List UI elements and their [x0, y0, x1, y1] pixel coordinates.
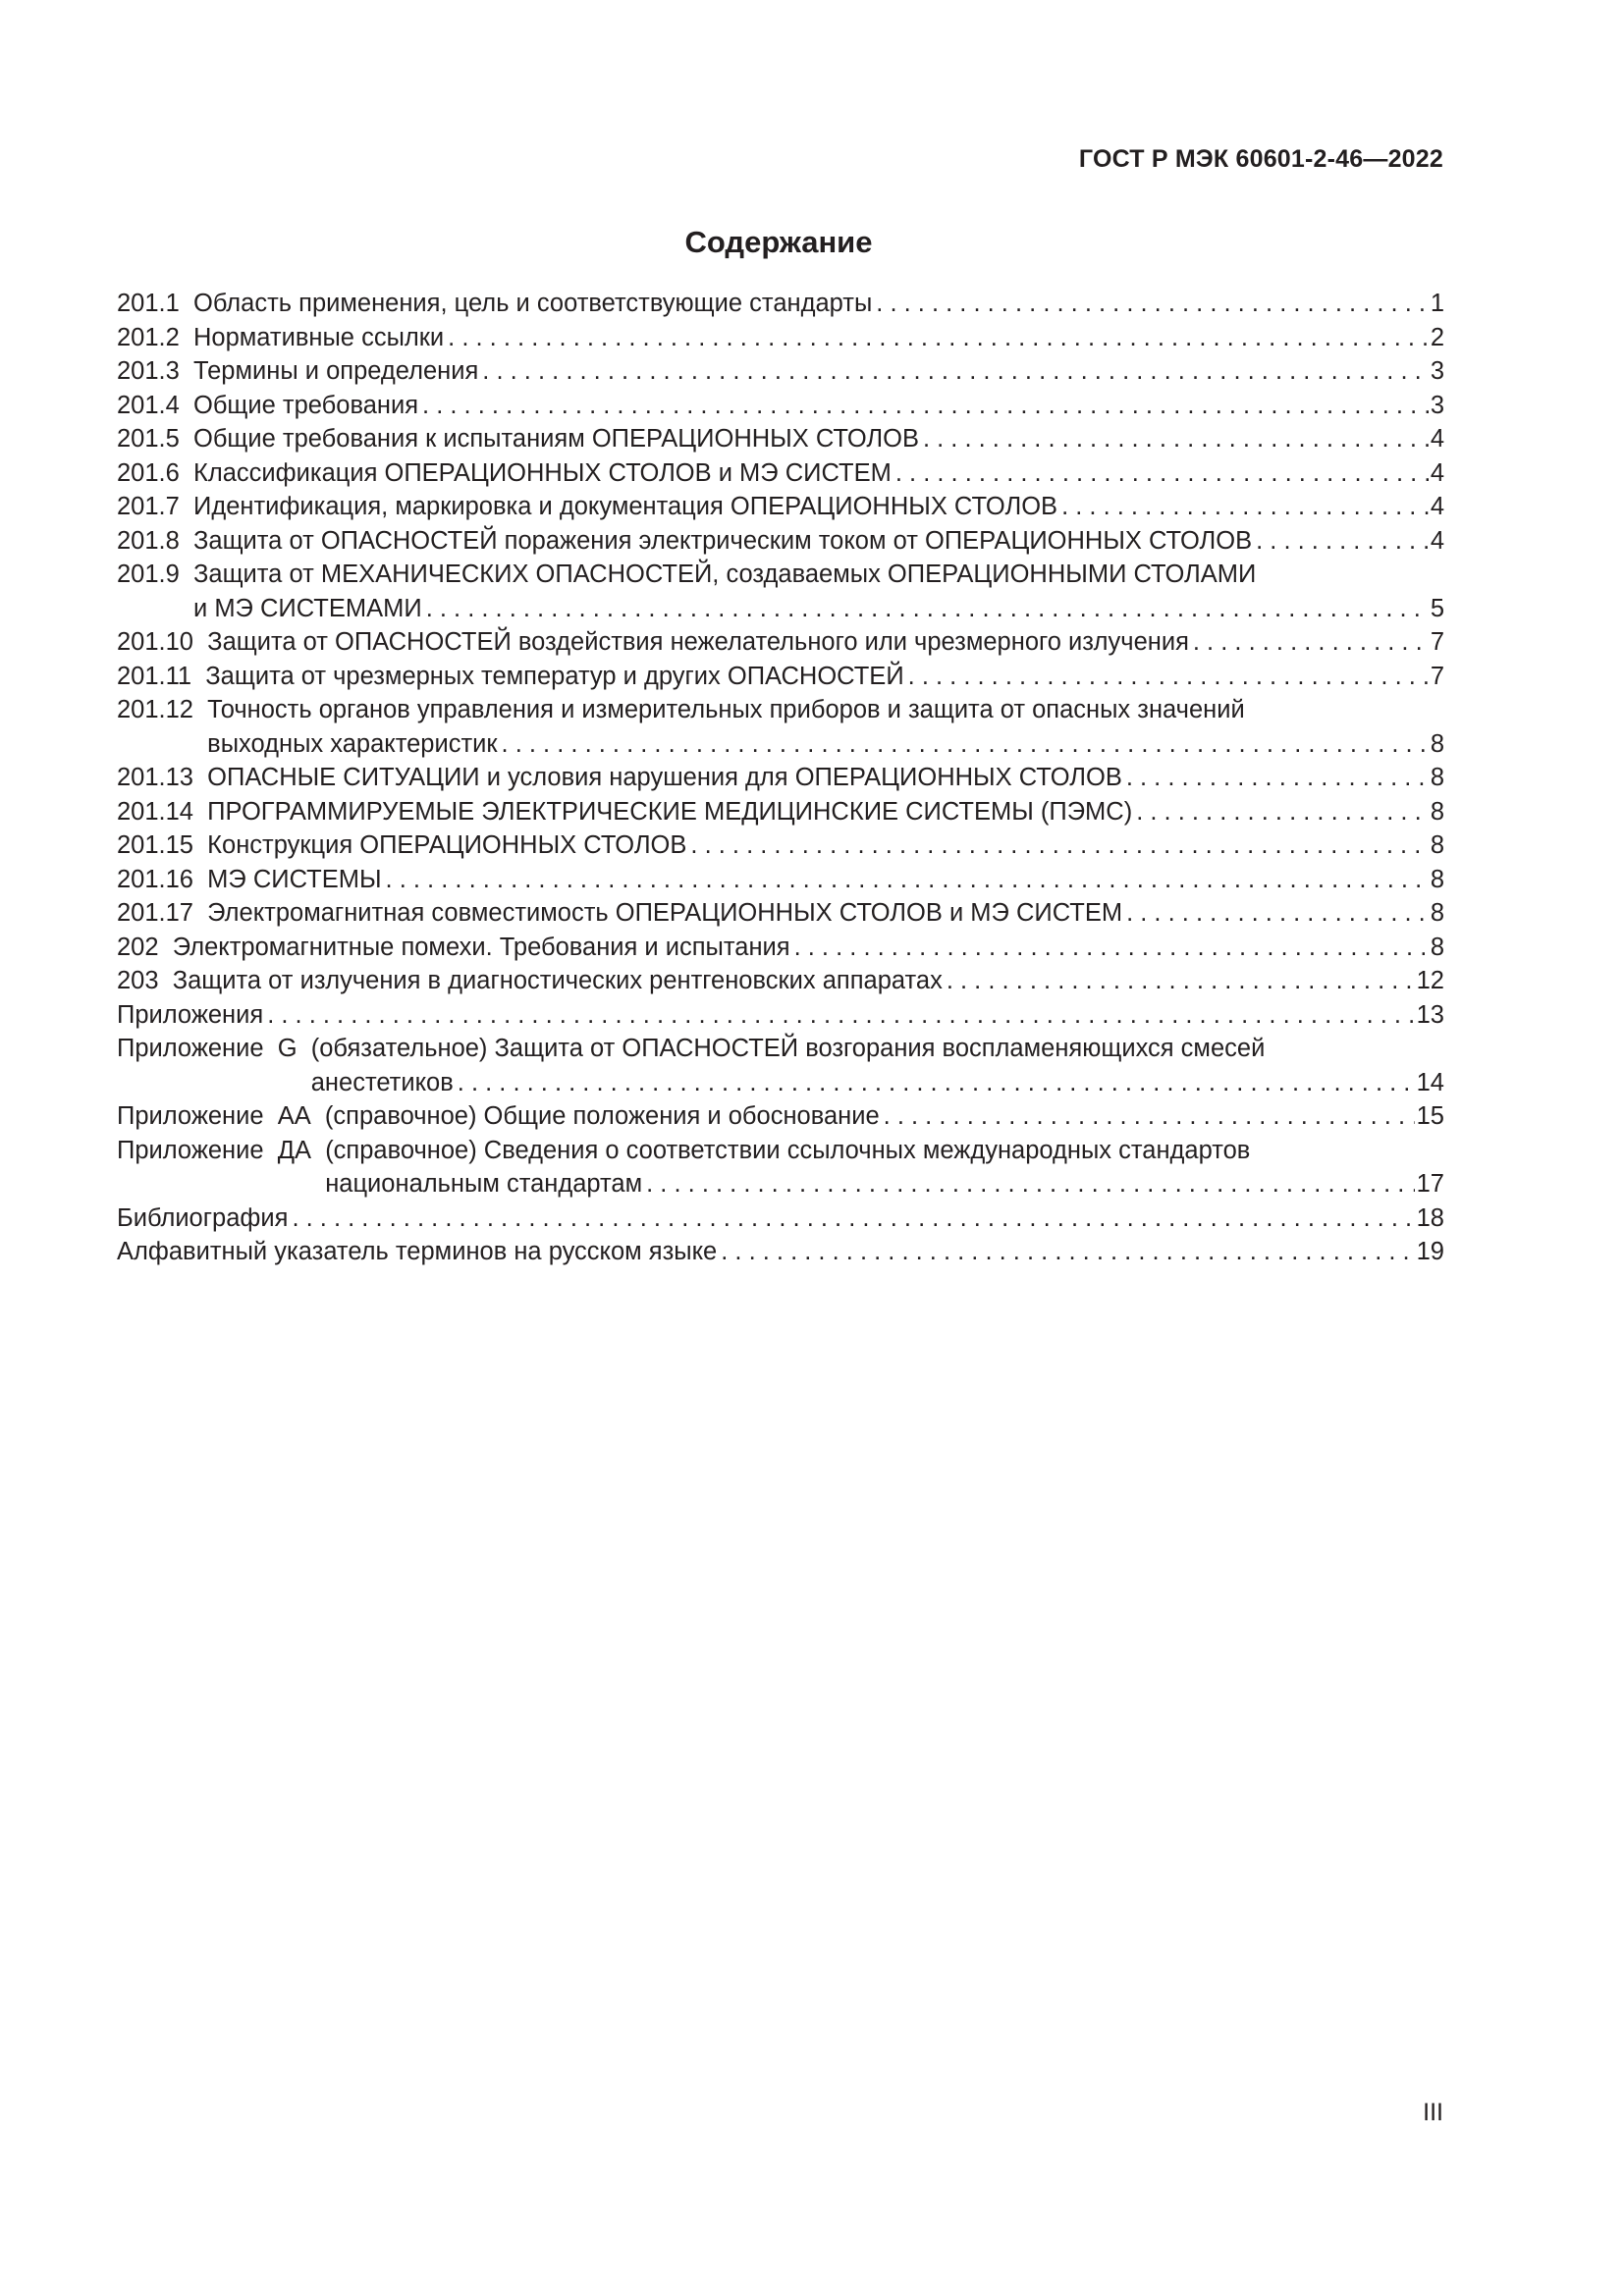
toc-entry-title: Общие требования к испытаниям ОПЕРАЦИОННЫХ СТОЛОВ — [192, 425, 919, 453]
toc-entry-number: 201.11 — [117, 662, 206, 690]
toc-entry[interactable] — [117, 795, 1444, 829]
toc-entry-number: 201.10 — [117, 628, 208, 656]
toc-entry[interactable] — [117, 1099, 1444, 1134]
toc-entry[interactable] — [117, 354, 1444, 389]
dot-leader — [478, 354, 1429, 389]
toc-entry-page: 8 — [1430, 831, 1444, 859]
toc-entry-title-line: (справочное) Сведения о соответствии ссылочных международных стандартов — [325, 1136, 1251, 1164]
toc-entry-title: анестетиков — [310, 1068, 454, 1096]
toc-entry-title: Электромагнитные помехи. Требования и испытания — [172, 933, 790, 961]
toc-entry-title: Защита от чрезмерных температур и других ОПАСНОСТЕЙ — [205, 662, 904, 690]
toc-entry-number: 201.12 — [117, 696, 208, 723]
toc-entry-title: Приложения — [117, 1000, 264, 1029]
toc-entry-page: 4 — [1430, 425, 1444, 453]
toc-entry[interactable] — [117, 1032, 1444, 1099]
toc-entry-number: Приложение G — [117, 1035, 311, 1062]
dot-leader — [1122, 896, 1429, 931]
toc-entry-number: 203 — [117, 967, 173, 994]
toc-entry-page: 2 — [1430, 323, 1444, 351]
toc-entry-page: 5 — [1430, 594, 1444, 622]
dot-leader — [1132, 795, 1429, 829]
toc-entry[interactable] — [117, 964, 1444, 998]
dot-leader — [919, 422, 1429, 456]
toc-entry[interactable] — [117, 524, 1444, 559]
toc-entry-title: Защита от излучения в диагностических рентгеновских аппаратах — [172, 967, 943, 994]
toc-entry[interactable] — [117, 931, 1444, 965]
toc-entry-page: 7 — [1430, 662, 1444, 690]
toc-entry-page: 3 — [1430, 357, 1444, 385]
toc-entry-title-line: Точность органов управления и измерительных приборов и защита от опасных значений — [207, 696, 1245, 723]
toc-entry-title: МЭ СИСТЕМЫ — [207, 865, 382, 893]
toc-entry[interactable] — [117, 693, 1444, 761]
dot-leader — [382, 863, 1429, 897]
toc-entry-page: 8 — [1430, 764, 1444, 791]
toc-entry[interactable] — [117, 321, 1444, 355]
toc-entry-page: 12 — [1416, 967, 1444, 994]
toc-entry-number: 201.14 — [117, 797, 208, 826]
toc-entry-number: 201.16 — [117, 865, 208, 893]
toc-entry-number: 201.2 — [117, 323, 193, 351]
toc-entry-number: 201.5 — [117, 425, 193, 453]
toc-entry-number: 201.9 — [117, 561, 193, 588]
toc-entry-page: 8 — [1430, 933, 1444, 961]
toc-entry-number: 201.17 — [117, 899, 208, 927]
toc-entry-page: 1 — [1430, 290, 1444, 317]
toc-entry[interactable] — [117, 863, 1444, 897]
toc-entry-title-line: Защита от МЕХАНИЧЕСКИХ ОПАСНОСТЕЙ, создаваемых ОПЕРАЦИОННЫМИ СТОЛАМИ — [192, 561, 1257, 588]
dot-leader — [422, 592, 1429, 626]
toc-entry-number: 201.8 — [117, 526, 193, 555]
dot-leader — [904, 660, 1429, 694]
toc-entry[interactable] — [117, 490, 1444, 524]
toc-entry-title: Область применения, цель и соответствующие стандарты — [192, 290, 873, 317]
toc-entry-title: Библиография — [117, 1203, 289, 1232]
toc-entry-page: 4 — [1430, 458, 1444, 487]
dot-leader — [498, 727, 1429, 762]
dot-leader — [418, 389, 1429, 423]
dot-leader — [444, 321, 1429, 355]
toc-entry[interactable] — [117, 558, 1444, 625]
toc-entry-title: Электромагнитная совместимость ОПЕРАЦИОННЫХ СТОЛОВ и МЭ СИСТЕМ — [207, 899, 1123, 927]
toc-entry-title: ОПАСНЫЕ СИТУАЦИИ и условия нарушения для ОПЕРАЦИОННЫХ СТОЛОВ — [207, 764, 1122, 791]
toc-entry-page: 14 — [1416, 1068, 1444, 1096]
document-code: ГОСТ Р МЭК 60601-2-46—2022 — [1078, 145, 1443, 173]
toc-entry-page: 7 — [1430, 628, 1444, 656]
toc-entry-page: 13 — [1416, 1000, 1444, 1029]
toc-entry-number: 201.1 — [117, 290, 193, 317]
toc-entry-title-line: (обязательное) Защита от ОПАСНОСТЕЙ возгорания воспламеняющихся смесей — [310, 1035, 1266, 1062]
toc-entry[interactable] — [117, 896, 1444, 931]
toc-entry-title: Алфавитный указатель терминов на русском языке — [117, 1238, 718, 1265]
toc-entry[interactable] — [117, 1134, 1444, 1201]
toc-entry[interactable] — [117, 998, 1444, 1033]
toc-entry-number: 201.6 — [117, 458, 193, 487]
toc-entry-number: Приложение АА — [117, 1102, 325, 1130]
toc-entry-title: Защита от ОПАСНОСТЕЙ поражения электрическим током от ОПЕРАЦИОННЫХ СТОЛОВ — [192, 526, 1253, 555]
toc-entry[interactable] — [117, 761, 1444, 795]
toc-entry-title: Конструкция ОПЕРАЦИОННЫХ СТОЛОВ — [207, 831, 687, 859]
toc-entry[interactable] — [117, 1201, 1444, 1236]
toc-title: Содержание — [684, 225, 873, 259]
toc-entry-number: 201.7 — [117, 493, 193, 520]
toc-entry-page: 8 — [1430, 899, 1444, 927]
toc-entry[interactable] — [117, 287, 1444, 321]
toc-entry-title: Термины и определения — [192, 357, 479, 385]
toc-entry[interactable] — [117, 1235, 1444, 1269]
toc-entry-page: 18 — [1416, 1203, 1444, 1232]
toc-entry[interactable] — [117, 660, 1444, 694]
toc-entry[interactable] — [117, 422, 1444, 456]
dot-leader — [717, 1235, 1414, 1269]
toc-entry-number: 202 — [117, 933, 173, 961]
toc-entry-title: и МЭ СИСТЕМАМИ — [192, 594, 422, 622]
dot-leader — [1252, 524, 1429, 559]
dot-leader — [288, 1201, 1414, 1236]
toc-entry-page: 4 — [1430, 493, 1444, 520]
dot-leader — [642, 1167, 1414, 1201]
toc-entry-title: ПРОГРАММИРУЕМЫЕ ЭЛЕКТРИЧЕСКИЕ МЕДИЦИНСКИЕ СИСТЕМЫ (ПЭМС) — [207, 797, 1133, 826]
toc-entry-title: Идентификация, маркировка и документация ОПЕРАЦИОННЫХ СТОЛОВ — [192, 493, 1058, 520]
toc-entry-page: 3 — [1430, 391, 1444, 419]
page-number: III — [1423, 2099, 1443, 2126]
toc-entry-number: 201.3 — [117, 357, 193, 385]
toc-entry-title: (справочное) Общие положения и обоснование — [324, 1102, 880, 1130]
toc-entry-number: 201.13 — [117, 764, 208, 791]
toc-entry-page: 4 — [1430, 526, 1444, 555]
toc-entry-page: 8 — [1430, 797, 1444, 826]
dot-leader — [686, 828, 1428, 863]
table-of-contents — [117, 287, 1444, 1269]
dot-leader — [454, 1066, 1415, 1100]
toc-entry[interactable] — [117, 389, 1444, 423]
toc-entry-title: Защита от ОПАСНОСТЕЙ воздействия нежелательного или чрезмерного излучения — [207, 628, 1189, 656]
dot-leader — [892, 456, 1429, 491]
toc-entry-page: 8 — [1430, 729, 1444, 758]
toc-entry-number: 201.15 — [117, 831, 208, 859]
dot-leader — [872, 287, 1429, 321]
dot-leader — [880, 1099, 1415, 1134]
toc-entry-title: Общие требования — [192, 391, 419, 419]
toc-entry-page: 15 — [1416, 1102, 1444, 1130]
dot-leader — [1122, 761, 1429, 795]
toc-entry-title: Классификация ОПЕРАЦИОННЫХ СТОЛОВ и МЭ СИСТЕМ — [192, 458, 892, 487]
toc-entry[interactable] — [117, 625, 1444, 660]
toc-entry-number: Приложение ДА — [117, 1136, 326, 1164]
dot-leader — [1057, 490, 1429, 524]
toc-entry-title: национальным стандартам — [325, 1170, 643, 1198]
toc-entry[interactable] — [117, 828, 1444, 863]
toc-entry[interactable] — [117, 456, 1444, 491]
dot-leader — [790, 931, 1429, 965]
dot-leader — [1189, 625, 1429, 660]
toc-entry-page: 17 — [1416, 1170, 1444, 1198]
toc-entry-page: 19 — [1416, 1238, 1444, 1265]
dot-leader — [943, 964, 1415, 998]
toc-entry-page: 8 — [1430, 865, 1444, 893]
toc-entry-title: Нормативные ссылки — [192, 323, 445, 351]
toc-entry-title: выходных характеристик — [207, 729, 498, 758]
dot-leader — [263, 998, 1414, 1033]
toc-entry-number: 201.4 — [117, 391, 193, 419]
